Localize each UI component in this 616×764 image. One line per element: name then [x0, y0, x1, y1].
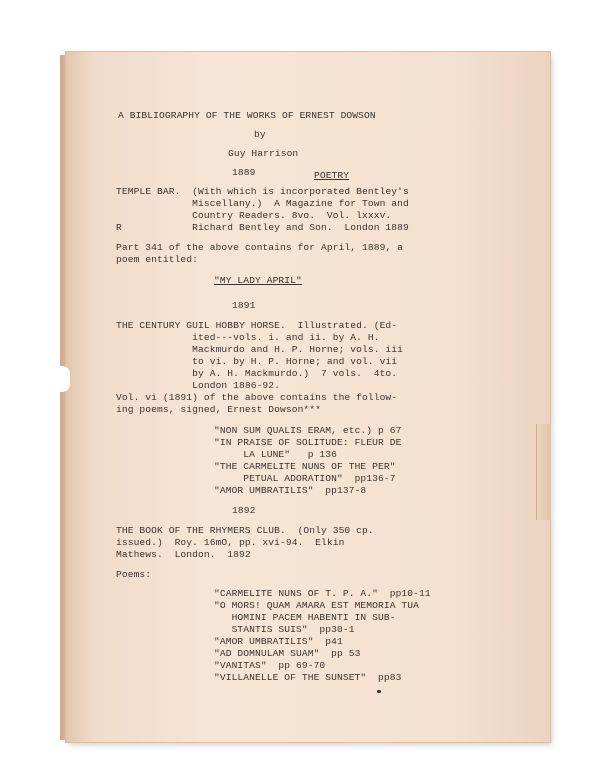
entry-temple-bar-line-3: Country Readers. 8vo. Vol. lxxxv.: [116, 210, 392, 221]
poem-1891-item: "AMOR UMBRATILIS" pp137-8: [214, 485, 367, 496]
page-edge-tab: [536, 424, 551, 520]
entry-temple-bar-line-2: Miscellany.) A Magazine for Town and: [116, 198, 409, 209]
entry-rhymers-club-line-3: Mathews. London. 1892: [116, 549, 251, 560]
poem-1892-item: STANTIS SUIS" pp30-1: [214, 624, 355, 635]
document-title: A BIBLIOGRAPHY OF THE WORKS OF ERNEST DOWSON: [118, 110, 376, 121]
ink-dot: [377, 690, 381, 693]
poem-1891-item: "NON SUM QUALIS ERAM, etc.) p 67: [214, 425, 402, 436]
page-tear: [58, 366, 70, 392]
poem-1892-item: "AMOR UMBRATILIS" p41: [214, 636, 343, 647]
poem-1892-item: "AD DOMNULAM SUAM" pp 53: [214, 648, 361, 659]
poem-title-my-lady-april: "MY LADY APRIL": [214, 275, 302, 286]
poem-1892-item: HOMINI PACEM HABENTI IN SUB-: [214, 612, 396, 623]
poems-label: Poems:: [116, 569, 152, 580]
part-341-line-2: poem entitled:: [116, 254, 199, 265]
poem-1891-item: "THE CARMELITE NUNS OF THE PER": [214, 461, 396, 472]
part-341-line-1: Part 341 of the above contains for April, 1889, a: [116, 242, 404, 253]
entry-temple-bar-line-4: R Richard Bentley and Son. London 1889: [116, 222, 409, 233]
poem-1891-item: LA LUNE" p 136: [214, 449, 338, 460]
entry-century-guild-line-3: Mackmurdo and H. P. Horne; vols. iii: [116, 344, 404, 355]
entry-century-guild-line-5: by A. H. Mackmurdo.) 7 vols. 4to.: [116, 368, 398, 379]
entry-rhymers-club-line-1: THE BOOK OF THE RHYMERS CLUB. (Only 350 cp.: [116, 525, 374, 536]
poem-1892-item: "VILLANELLE OF THE SUNSET" pp83: [214, 672, 402, 683]
year-heading-1889: 1889: [232, 167, 256, 178]
byline-by: by: [254, 129, 266, 140]
poem-1891-item: "IN PRAISE OF SOLITUDE: FLEUR DE: [214, 437, 402, 448]
entry-century-guild-line-4: to vi. by H. P. Horne; and vol. vii: [116, 356, 398, 367]
entry-temple-bar-line-1: TEMPLE BAR. (With which is incorporated Bentley's: [116, 186, 409, 197]
entry-century-guild-line-1: THE CENTURY GUIL HOBBY HORSE. Illustrated. (Ed-: [116, 320, 398, 331]
entry-century-guild-line-8: ing poems, signed, Ernest Dowson***: [116, 404, 322, 415]
section-heading-poetry: POETRY: [314, 170, 350, 181]
year-heading-1892: 1892: [232, 505, 256, 516]
poem-1892-item: "O MORS! QUAM AMARA EST MEMORIA TUA: [214, 600, 420, 611]
author-name: Guy Harrison: [228, 148, 299, 159]
poem-1891-item: PETUAL ADORATION" pp136-7: [214, 473, 396, 484]
entry-century-guild-line-2: ited---vols. i. and ii. by A. H.: [116, 332, 380, 343]
entry-rhymers-club-line-2: issued.) Roy. 16mO, pp. xvi-94. Elkin: [116, 537, 345, 548]
entry-century-guild-line-7: Vol. vi (1891) of the above contains the follow-: [116, 392, 398, 403]
poem-1892-item: "CARMELITE NUNS OF T. P. A." pp10-11: [214, 588, 431, 599]
poem-1892-item: "VANITAS" pp 69-70: [214, 660, 326, 671]
year-heading-1891: 1891: [232, 300, 256, 311]
entry-century-guild-line-6: London 1886-92.: [116, 380, 281, 391]
